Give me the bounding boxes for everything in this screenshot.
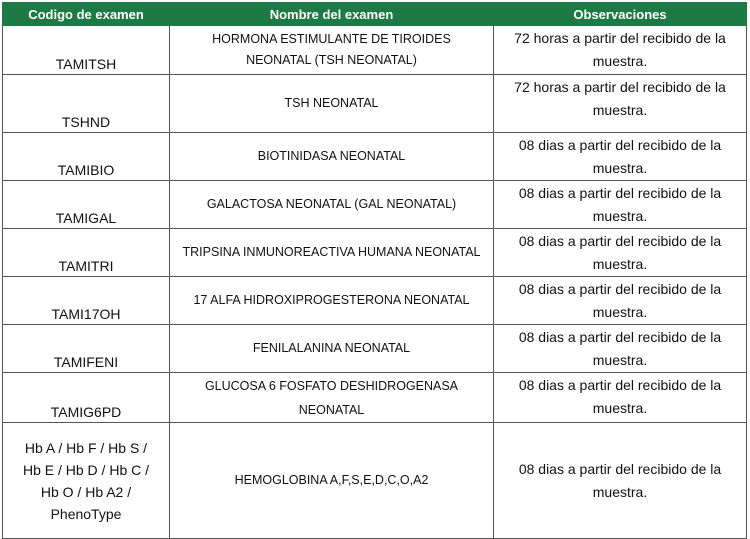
table-row: [3, 181, 747, 229]
exam-table: [2, 2, 747, 539]
table-row: [3, 26, 747, 75]
exam-name: [170, 133, 494, 181]
exam-code: TAMIGAL: [3, 181, 170, 229]
obs-line: 08 dias a partir del recibido de la: [518, 233, 722, 249]
header-code: Codigo de examen: [3, 3, 170, 26]
exam-name: [170, 181, 494, 229]
exam-name-line: 17 ALFA HIDROXIPROGESTERONA NEONATAL: [193, 293, 470, 307]
obs-line: muestra.: [592, 53, 648, 69]
exam-table-wrapper: [2, 2, 747, 539]
obs-line: muestra.: [592, 400, 648, 416]
exam-code-line: Hb E / Hb D / Hb C /: [22, 461, 150, 478]
exam-code: TAMI17OH: [3, 277, 170, 325]
obs-line: 72 horas a partir del recibido de la: [514, 79, 726, 95]
obs-line: 08 dias a partir del recibido de la: [518, 329, 722, 345]
table-row: [3, 277, 747, 325]
exam-code: TAMIBIO: [3, 133, 170, 181]
exam-code: TAMIFENI: [3, 325, 170, 373]
exam-code-line: PhenoType: [50, 505, 122, 522]
exam-observation: [494, 181, 747, 229]
exam-code-line: Hb A / Hb F / Hb S /: [24, 439, 148, 456]
obs-line: 72 horas a partir del recibido de la: [514, 30, 726, 46]
table-header-row: [3, 3, 747, 26]
exam-observation: [494, 325, 747, 373]
exam-observation: [494, 75, 747, 133]
exam-name-line: HEMOGLOBINA A,F,S,E,D,C,O,A2: [234, 473, 429, 487]
table-row: [3, 229, 747, 277]
exam-name-line: NEONATAL (TSH NEONATAL): [246, 53, 417, 67]
obs-line: 08 dias a partir del recibido de la: [518, 137, 722, 153]
exam-observation: [494, 423, 747, 539]
exam-name: [170, 423, 494, 539]
exam-name: [170, 325, 494, 373]
table-row: [3, 133, 747, 181]
exam-code-line: Hb O / Hb A2 /: [40, 483, 132, 500]
exam-code: TAMITRI: [3, 229, 170, 277]
obs-line: muestra.: [592, 304, 648, 320]
exam-name: [170, 229, 494, 277]
obs-line: muestra.: [592, 352, 648, 368]
obs-line: muestra.: [592, 160, 648, 176]
obs-line: 08 dias a partir del recibido de la: [518, 185, 722, 201]
obs-line: muestra.: [592, 256, 648, 272]
exam-name-line: TRIPSINA INMUNOREACTIVA HUMANA NEONATAL: [182, 245, 481, 259]
exam-name: [170, 277, 494, 325]
exam-name-line: FENILALANINA NEONATAL: [252, 341, 411, 355]
exam-name-line: NEONATAL: [298, 402, 365, 417]
header-observations: Observaciones: [494, 3, 747, 26]
table-row: [3, 423, 747, 539]
obs-line: muestra.: [592, 208, 648, 224]
obs-line: 08 dias a partir del recibido de la: [518, 377, 722, 393]
exam-name: [170, 373, 494, 423]
obs-line: muestra.: [592, 484, 648, 500]
exam-name-line: BIOTINIDASA NEONATAL: [257, 149, 406, 163]
exam-observation: [494, 277, 747, 325]
exam-observation: [494, 26, 747, 75]
table-row: [3, 325, 747, 373]
exam-code: TSHND: [3, 75, 170, 133]
exam-code: [3, 423, 170, 539]
exam-name-line: GALACTOSA NEONATAL (GAL NEONATAL): [206, 197, 457, 211]
obs-line: 08 dias a partir del recibido de la: [518, 461, 722, 477]
exam-name-line: HORMONA ESTIMULANTE DE TIROIDES: [212, 32, 451, 46]
exam-code: TAMIG6PD: [3, 373, 170, 423]
obs-line: muestra.: [592, 102, 648, 118]
exam-observation: [494, 373, 747, 423]
exam-name-line: GLUCOSA 6 FOSFATO DESHIDROGENASA: [204, 378, 459, 393]
exam-observation: [494, 133, 747, 181]
exam-name: [170, 26, 494, 75]
exam-observation: [494, 229, 747, 277]
table-row: [3, 373, 747, 423]
header-name: Nombre del examen: [170, 3, 494, 26]
exam-code: TAMITSH: [3, 26, 170, 75]
exam-name: [170, 75, 494, 133]
table-row: [3, 75, 747, 133]
obs-line: 08 dias a partir del recibido de la: [518, 281, 722, 297]
exam-name-line: TSH NEONATAL: [284, 96, 379, 110]
